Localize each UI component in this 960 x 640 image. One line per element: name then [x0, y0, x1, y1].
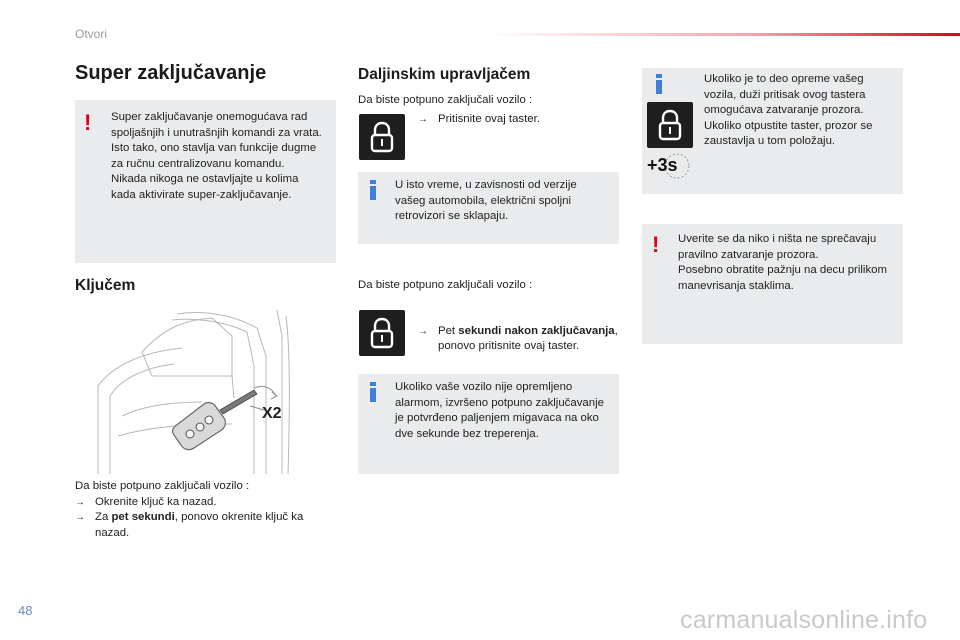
key-intro: Da biste potpuno zaključali vozilo :: [75, 480, 250, 492]
lock-button-image-2: [359, 310, 405, 356]
key-instructions: [75, 479, 337, 541]
info-alarm-text: Ukoliko vaše vozilo nije opremljeno alarmom, izvršeno potpuno zaključavanje je potvrđeno paljenjem migavaca na oko dve sekunde bez treperenja.: [395, 381, 604, 440]
lock-button-image-1: [359, 114, 405, 160]
key-step-1-text: Okrenite ključ ka nazad.: [95, 495, 217, 508]
section-label: Otvori: [75, 27, 108, 41]
remote-step-1-text: Pritisnite ovaj taster.: [438, 113, 540, 125]
warning-icon: !: [652, 232, 660, 257]
remote-step-2-bold: sekundi nakon zaključavanja: [458, 324, 615, 337]
warning-windows-text: [678, 232, 896, 294]
lock-button-image-3: [647, 102, 693, 148]
info-icon: [370, 382, 376, 402]
lock-icon: [647, 102, 693, 148]
page-number: 48: [18, 603, 33, 618]
lock-icon: [359, 310, 405, 356]
warning-windows-line-1: Uverite se da niko i ništa ne sprečavaju pravilno zatvaranje prozora.: [678, 233, 877, 261]
info-box-alarm: [358, 374, 619, 474]
warning-line-1: Super zaključavanje onemogućava rad spoljašnjih i unutrašnjih komandi za vrata.: [111, 111, 322, 139]
page-title: Super zaključavanje: [75, 62, 267, 84]
remote-step-2-suffix: , ponovo pritisnite ovaj taster.: [438, 324, 618, 353]
remote-step-1: [418, 112, 628, 128]
warning-line-3: Nikada nikoga ne ostavljajte u kolima kada aktivirate super-zaključavanje.: [111, 173, 299, 201]
info-box-mirrors: [358, 172, 619, 244]
key-step-2-bold: pet sekundi: [111, 511, 175, 524]
remote-step-2: [418, 324, 638, 355]
key-illustration: [82, 306, 294, 474]
key-step-2: [75, 510, 337, 541]
info-mirrors-text: U isto vreme, u zavisnosti od verzije vašeg automobila, električni spoljni retrovizori se sklapaju.: [395, 179, 577, 223]
remote-step-2-prefix: Pet: [438, 324, 456, 337]
info-box-windows: [642, 68, 903, 194]
remote-heading: Daljinskim upravljačem: [358, 66, 531, 83]
warning-text: [111, 110, 326, 204]
warning-line-2: Isto tako, ono stavlja van funkcije dugme za ručnu centralizovanu komandu.: [111, 142, 317, 170]
remote-intro-1: Da biste potpuno zaključali vozilo :: [358, 94, 533, 106]
hold-3s-badge: [646, 152, 692, 180]
key-heading: Ključem: [75, 277, 136, 294]
key-image-label: X2: [262, 405, 282, 422]
key-step-2-suffix: , ponovo okrenite ključ ka nazad.: [95, 511, 304, 539]
header-accent-line: [488, 33, 960, 36]
watermark: carmanualsonline.info: [680, 606, 928, 634]
remote-intro-2: Da biste potpuno zaključali vozilo :: [358, 279, 533, 291]
info-icon: [656, 74, 662, 94]
key-step-1: [75, 495, 337, 511]
warning-windows-line-2: Posebno obratite pažnju na decu prilikom manevrisanja staklima.: [678, 264, 887, 292]
info-windows-text: Ukoliko je to deo opreme vašeg vozila, duži pritisak ovog tastera omogućava zatvaranje prozora. Ukoliko otpustite taster, prozor se zaustavlja u tom položaju.: [704, 73, 873, 148]
hold-label: +3s: [647, 155, 678, 175]
warning-icon: !: [84, 110, 92, 135]
info-icon: [370, 180, 376, 200]
key-step-2-prefix: Za: [95, 511, 109, 524]
warning-box-windows: [642, 224, 903, 344]
lock-icon: [359, 114, 405, 160]
warning-box-superlock: [75, 100, 336, 263]
